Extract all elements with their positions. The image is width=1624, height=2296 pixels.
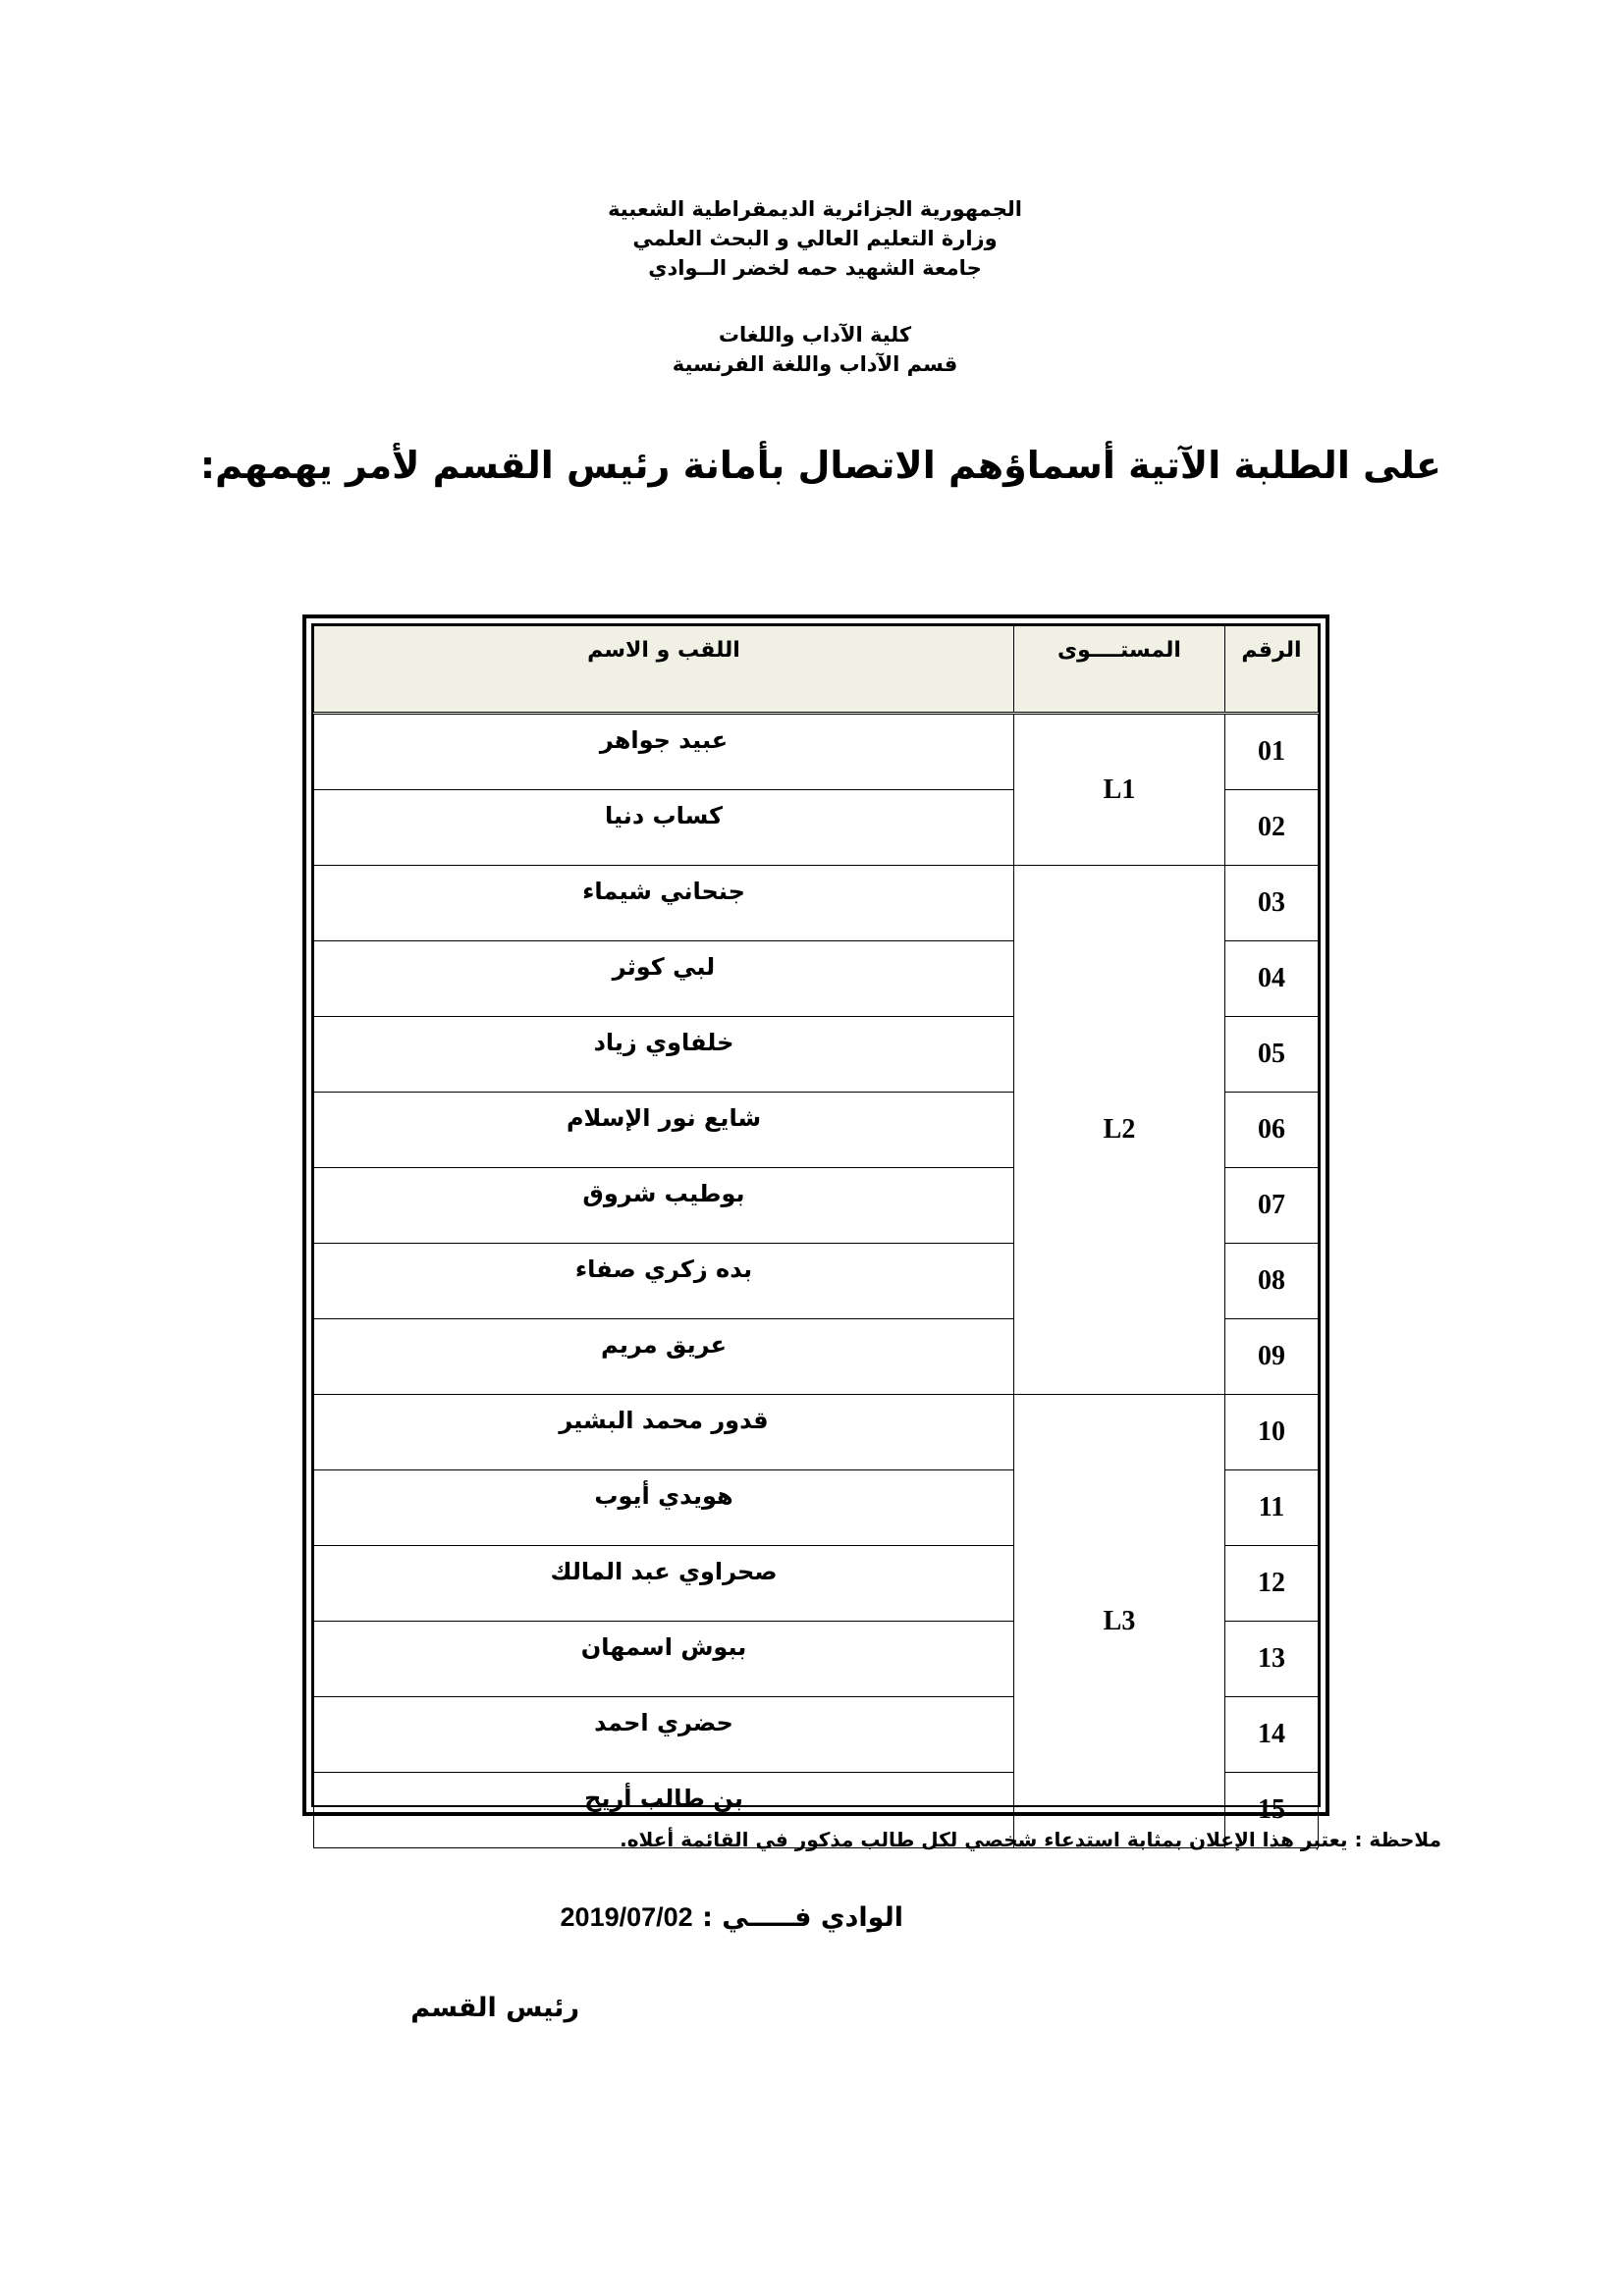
student-number: 07 bbox=[1225, 1168, 1319, 1244]
student-name: عريق مريم bbox=[314, 1319, 1014, 1395]
student-name: شايع نور الإسلام bbox=[314, 1093, 1014, 1168]
student-name: بن طالب أريج bbox=[314, 1773, 1014, 1848]
faculty-line: كلية الآداب واللغات bbox=[718, 323, 912, 347]
student-number: 10 bbox=[1225, 1395, 1319, 1470]
country-line: الجمهورية الجزائرية الديمقراطية الشعبية bbox=[608, 197, 1022, 221]
date-label: الوادي فـــــي : bbox=[702, 1902, 903, 1933]
student-name: لبي كوثر bbox=[314, 941, 1014, 1017]
student-name: عبيد جواهر bbox=[314, 714, 1014, 790]
student-table-frame bbox=[302, 614, 1329, 1825]
column-header-name: اللقب و الاسم bbox=[314, 626, 1014, 714]
student-name: هويدي أيوب bbox=[314, 1470, 1014, 1546]
student-number: 08 bbox=[1225, 1244, 1319, 1319]
student-number: 14 bbox=[1225, 1697, 1319, 1773]
student-name: جنحاني شيماء bbox=[314, 866, 1014, 941]
level-cell: L2 bbox=[1014, 866, 1225, 1395]
student-number: 15 bbox=[1225, 1773, 1319, 1848]
student-table bbox=[313, 625, 1319, 1848]
document-header bbox=[511, 194, 1119, 379]
student-name: خلفاوي زياد bbox=[314, 1017, 1014, 1093]
student-number: 02 bbox=[1225, 790, 1319, 866]
column-header-level: المستــــوى bbox=[1014, 626, 1225, 714]
signature-title: رئيس القسم bbox=[410, 1993, 579, 2023]
table-row bbox=[314, 714, 1319, 790]
student-name: حضري احمد bbox=[314, 1697, 1014, 1773]
level-cell: L3 bbox=[1014, 1395, 1225, 1848]
table-body bbox=[314, 714, 1319, 1848]
level-cell: L1 bbox=[1014, 714, 1225, 866]
student-name: قدور محمد البشير bbox=[314, 1395, 1014, 1470]
table-row bbox=[314, 1395, 1319, 1470]
date-value: 2019/07/02 bbox=[560, 1902, 693, 1932]
department-line: قسم الآداب واللغة الفرنسية bbox=[672, 352, 958, 376]
student-name: بوطيب شروق bbox=[314, 1168, 1014, 1244]
student-name: كساب دنيا bbox=[314, 790, 1014, 866]
student-number: 06 bbox=[1225, 1093, 1319, 1168]
table-row bbox=[314, 866, 1319, 941]
student-number: 03 bbox=[1225, 866, 1319, 941]
announcement-headline: على الطلبة الآتية أسماؤهم الاتصال بأمانة رئيس القسم لأمر يهمهم: bbox=[199, 444, 1441, 487]
note-text: ملاحظة : يعتبر هذا الإعلان بمثابة استدعاء شخصي لكل طالب مذكور في القائمة أعلاه. bbox=[620, 1828, 1441, 1851]
university-line: جامعة الشهيد حمه لخضر الــوادي bbox=[648, 256, 982, 280]
student-name: بده زكري صفاء bbox=[314, 1244, 1014, 1319]
student-number: 12 bbox=[1225, 1546, 1319, 1622]
student-number: 09 bbox=[1225, 1319, 1319, 1395]
student-name: صحراوي عبد المالك bbox=[314, 1546, 1014, 1622]
date-line bbox=[393, 1902, 903, 1933]
student-number: 13 bbox=[1225, 1622, 1319, 1697]
ministry-line: وزارة التعليم العالي و البحث العلمي bbox=[632, 227, 998, 250]
table-header-row bbox=[314, 626, 1319, 714]
column-header-number: الرقم bbox=[1225, 626, 1319, 714]
student-number: 11 bbox=[1225, 1470, 1319, 1546]
student-number: 04 bbox=[1225, 941, 1319, 1017]
student-number: 05 bbox=[1225, 1017, 1319, 1093]
student-number: 01 bbox=[1225, 714, 1319, 790]
student-name: ببوش اسمهان bbox=[314, 1622, 1014, 1697]
